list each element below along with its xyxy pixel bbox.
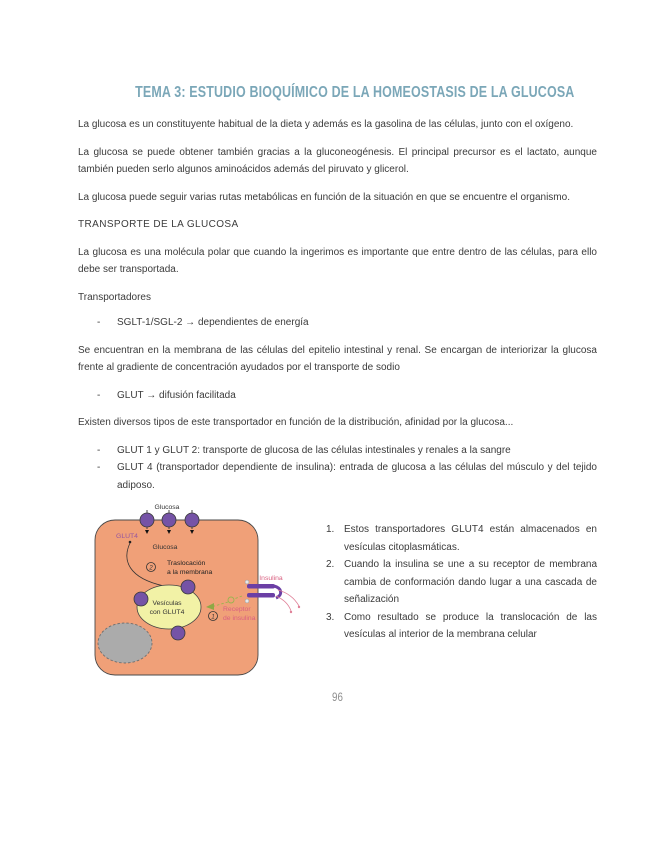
figure-section — [78, 500, 597, 690]
page-number: 96 — [332, 692, 343, 704]
glut4-transporter-circle — [162, 513, 176, 527]
list-item — [326, 521, 597, 556]
glut4-transporter-circle — [140, 513, 154, 527]
list-item-number: 2. — [326, 559, 335, 570]
section-heading-transporte: TRANSPORTE DE LA GLUCOSA — [78, 219, 239, 230]
bullet-glut-text: GLUT → difusión facilitada — [117, 389, 236, 401]
bullet-glut1-glut2 — [78, 442, 597, 460]
cell-diagram — [78, 500, 316, 690]
list-item-text: Cuando la insulina se une a su receptor de membrana cambia de conformación dando lugar a una cascada de señalización — [344, 559, 597, 605]
glut4-label: GLUT4 — [116, 533, 138, 540]
list-item-text: Como resultado se produce la translocación de las vesículas al interior de la membrana celular — [344, 611, 597, 640]
page-title: TEMA 3: ESTUDIO BIOQUÍMICO DE LA HOMEOSTASIS DE LA GLUCOSA — [135, 84, 575, 101]
bullet-dash: - — [97, 462, 101, 473]
bullet-sglt — [78, 314, 597, 332]
vesicle-glut4-circle — [171, 626, 185, 640]
paragraph-polar-molecule: La glucosa es una molécula polar que cuando la ingerimos es importante que entre dentro de las células, para ello debe ser transportada. — [78, 246, 597, 275]
bullet-glut4-text: GLUT 4 (transportador dependiente de insulina): entrada de glucosa a las células del músculo y del tejido adiposo. — [117, 462, 597, 491]
vesicle-label-line1: Vesículas — [152, 600, 182, 607]
glut4-steps-list — [316, 500, 597, 690]
bullet-glut1-glut2-text: GLUT 1 y GLUT 2: transporte de glucosa de las células intestinales y renales a la sangre — [117, 444, 511, 456]
translocation-label-line2: a la membrana — [167, 569, 213, 576]
nucleus — [98, 623, 152, 663]
bullet-glut — [78, 387, 597, 405]
translocation-label-line1: Traslocación — [167, 560, 206, 567]
vesicle-label-line2: con GLUT4 — [149, 609, 185, 616]
bullet-dash: - — [97, 317, 101, 328]
list-item — [326, 556, 597, 609]
list-item-number: 1. — [326, 524, 335, 535]
bullet-sglt-text: SGLT-1/SGL-2 → dependientes de energía — [117, 317, 309, 328]
paragraph-gluconeogenesis: La glucosa se puede obtener también gracias a la gluconeogénesis. El principal precursor es el lactato, aunque también pueden serlo algunos aminoácidos además del piruvato y glicerol. — [78, 146, 597, 175]
glucosa-top-label: Glucosa — [154, 504, 180, 511]
vesicle-glut4-circle — [181, 580, 195, 594]
list-item-text: Estos transportadores GLUT4 están almacenados en vesículas citoplasmáticas. — [344, 524, 597, 553]
bullet-glut4 — [78, 459, 597, 494]
insulina-label: Insulina — [259, 575, 283, 582]
paragraph-intro: La glucosa es un constituyente habitual de la dieta y además es la gasolina de las células, junto con el oxígeno. — [78, 119, 574, 130]
glut4-translocation-diagram — [78, 500, 316, 685]
curve-start-dot — [129, 541, 132, 544]
receptor-label-line1: Receptor — [223, 606, 251, 613]
glucosa-inner-label: Glucosa — [152, 544, 178, 551]
paragraph-metabolic-routes: La glucosa puede seguir varias rutas metabólicas en función de la situación en que se encuentre el organismo. — [78, 191, 570, 203]
step1-number: 1 — [211, 614, 215, 621]
receptor-label-line2: de insulina — [223, 615, 256, 622]
vesicle-glut4-circle — [134, 592, 148, 606]
paragraph-glut-types: Existen diversos tipos de este transportador en función de la distribución, afinidad por la glucosa... — [78, 417, 514, 428]
step2-number: 2 — [149, 565, 153, 572]
paragraph-sglt-description: Se encuentran en la membrana de las células del epitelio intestinal y renal. Se encargan de interiorizar la glucosa frente al gradiente de concentración ayudados por el transporte de sodio — [78, 344, 597, 373]
bullet-dash: - — [97, 444, 101, 456]
list-item-number: 3. — [326, 611, 335, 623]
list-item — [326, 609, 597, 644]
glut4-transporter-circle — [185, 513, 199, 527]
bullet-dash: - — [97, 389, 101, 401]
transporters-label: Transportadores — [78, 291, 151, 303]
